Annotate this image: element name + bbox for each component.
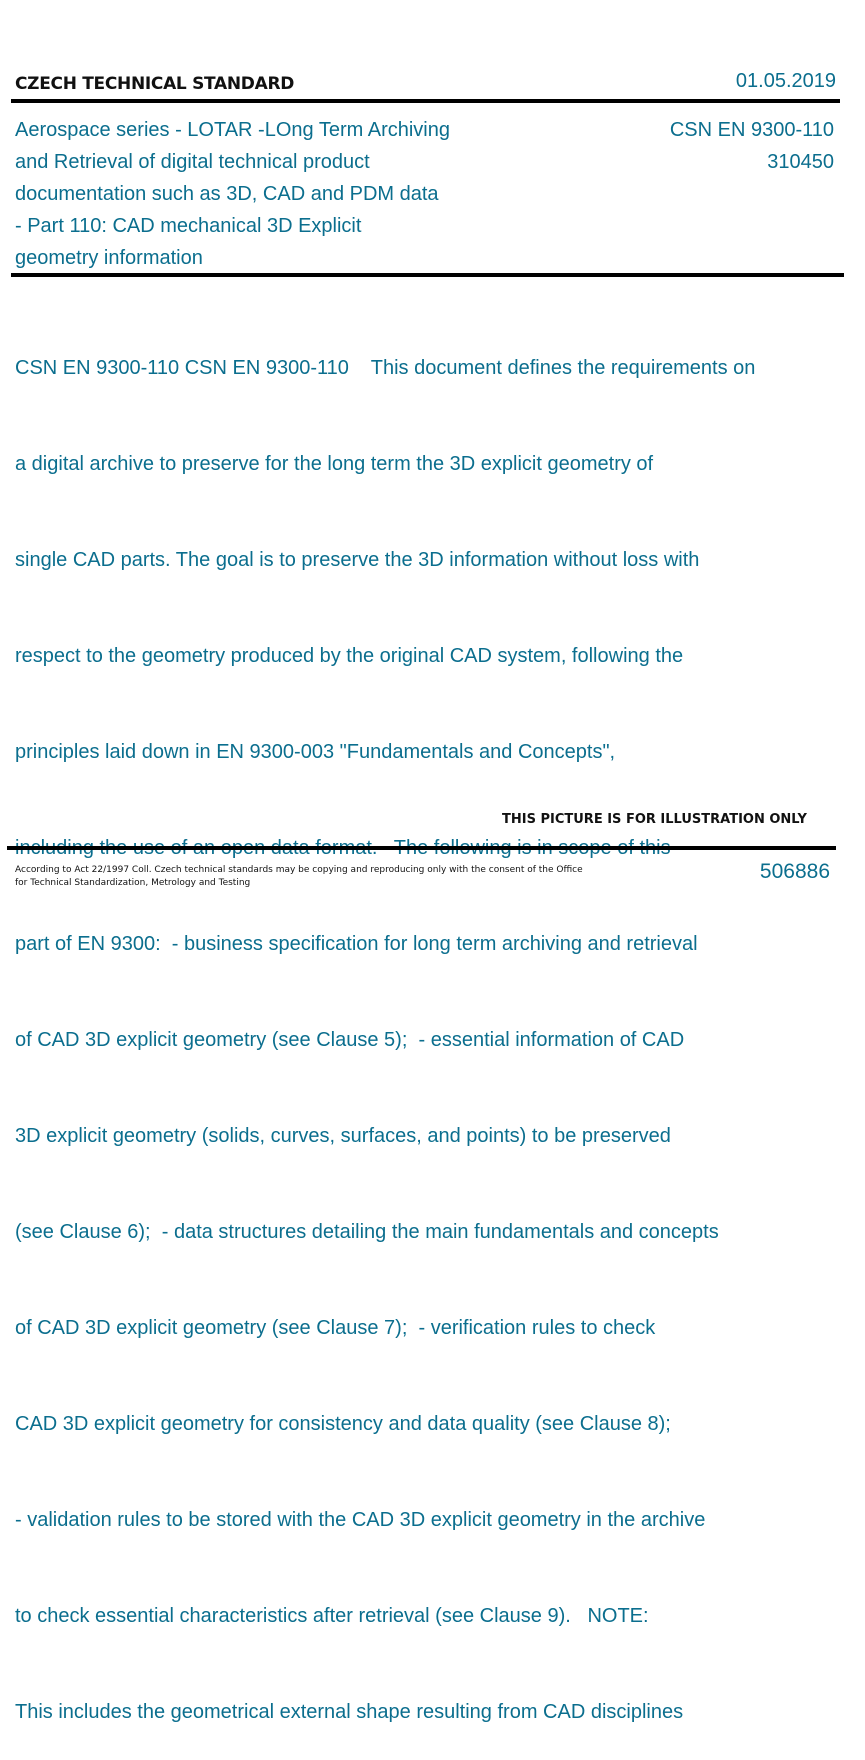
legal-line: According to Act 22/1997 Coll. Czech technical standards may be copying and reproducing only with the consent of the Office (15, 865, 583, 875)
header-divider (11, 99, 840, 103)
abstract-line: of CAD 3D explicit geometry (see Clause 7); - verification rules to check (15, 1317, 656, 1339)
abstract-line: respect to the geometry produced by the original CAD system, following the (15, 645, 684, 667)
abstract-line: of CAD 3D explicit geometry (see Clause 5); - essential information of CAD (15, 1029, 685, 1051)
document-title (15, 114, 495, 274)
title-line: geometry information (15, 247, 203, 269)
footer-divider (7, 846, 836, 850)
standard-type-heading: CZECH TECHNICAL STANDARD (15, 74, 295, 94)
abstract-line: CAD 3D explicit geometry for consistency and data quality (see Clause 8); (15, 1413, 671, 1435)
abstract-line: (see Clause 6); - data structures detailing the main fundamentals and concepts (15, 1221, 719, 1243)
abstract-line: - validation rules to be stored with the CAD 3D explicit geometry in the archive (15, 1509, 706, 1531)
title-line: documentation such as 3D, CAD and PDM data (15, 183, 439, 205)
standard-identifiers (670, 114, 834, 178)
abstract-line: CSN EN 9300-110 CSN EN 9300-110 This document defines the requirements on (15, 357, 756, 379)
standard-number: CSN EN 9300-110 (669, 119, 834, 141)
illustration-notice: THIS PICTURE IS FOR ILLUSTRATION ONLY (502, 812, 807, 827)
title-line: - Part 110: CAD mechanical 3D Explicit (15, 215, 362, 237)
abstract-line: 3D explicit geometry (solids, curves, surfaces, and points) to be preserved (15, 1125, 671, 1147)
document-id: 506886 (759, 860, 830, 883)
abstract-line: a digital archive to preserve for the long term the 3D explicit geometry of (15, 453, 654, 475)
classification-code: 310450 (767, 151, 834, 173)
abstract-line: to check essential characteristics after retrieval (see Clause 9). NOTE: (15, 1605, 649, 1627)
legal-line: for Technical Standardization, Metrology and Testing (15, 878, 251, 888)
document-abstract (15, 288, 825, 1760)
publication-date: 01.05.2019 (735, 70, 836, 92)
legal-notice (15, 864, 615, 890)
title-line: Aerospace series - LOTAR -LOng Term Archiving (15, 119, 450, 141)
abstract-line: This includes the geometrical external shape resulting from CAD disciplines (15, 1701, 684, 1723)
title-divider (11, 273, 844, 277)
abstract-line: principles laid down in EN 9300-003 "Fundamentals and Concepts", (15, 741, 616, 763)
title-line: and Retrieval of digital technical product (15, 151, 370, 173)
abstract-line: single CAD parts. The goal is to preserve the 3D information without loss with (15, 549, 700, 571)
abstract-line: part of EN 9300: - business specification for long term archiving and retrieval (15, 933, 698, 955)
